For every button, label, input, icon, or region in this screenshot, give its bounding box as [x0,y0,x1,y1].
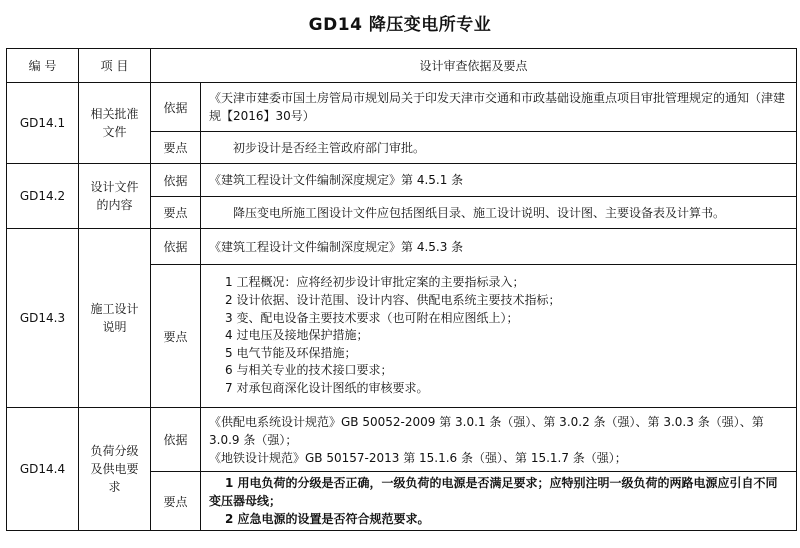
list-item: 2 设计依据、设计范围、设计内容、供配电系统主要技术指标； [225,293,561,308]
basis-label: 依据 [151,83,201,132]
points-text: 初步设计是否经主管政府部门审批。 [201,132,797,164]
points-label: 要点 [151,472,201,531]
list-item: 1 工程概况：应将经初步设计审批定案的主要指标录入； [225,275,525,290]
page-title: GD14 降压变电所专业 [308,15,492,35]
basis-text: 《天津市建委市国土房管局市规划局关于印发天津市交通和市政基础设施重点项目审批管理规定的通知（津建规【2016】30号） [201,83,797,132]
header-project: 项 目 [79,49,151,83]
points-list [201,265,797,408]
points-label: 要点 [151,265,201,408]
basis-line: 《地铁设计规范》GB 50157-2013 第 15.1.6 条（强）、第 15.1.7 条（强）； [209,450,627,465]
basis-text: 《建筑工程设计文件编制深度规定》第 4.5.3 条 [201,229,797,265]
row-code: GD14.3 [7,229,79,408]
row-code: GD14.4 [7,408,79,531]
row-code: GD14.2 [7,164,79,229]
basis-line: 《供配电系统设计规范》GB 50052-2009 第 3.0.1 条（强）、第 3.0.2 条（强）、第 3.0.3 条（强）、第 3.0.9 条（强）； [209,414,764,447]
points-text [201,472,797,531]
row-project: 设计文件的内容 [79,164,151,229]
header-content: 设计审查依据及要点 [151,49,797,83]
points-line: 2 应急电源的设置是否符合规范要求。 [225,512,430,526]
list-item: 3 变、配电设备主要技术要求（也可附在相应图纸上）； [225,310,519,325]
row-project: 施工设计说明 [79,229,151,408]
points-label: 要点 [151,197,201,229]
list-item: 6 与相关专业的技术接口要求； [225,363,393,378]
list-item: 4 过电压及接地保护措施； [225,328,369,343]
row-project: 相关批准文件 [79,83,151,164]
points-label: 要点 [151,132,201,164]
table-row [7,229,797,265]
row-code: GD14.1 [7,83,79,164]
basis-label: 依据 [151,408,201,472]
points-text: 降压变电所施工图设计文件应包括图纸目录、施工设计说明、设计图、主要设备表及计算书。 [201,197,797,229]
basis-text: 《建筑工程设计文件编制深度规定》第 4.5.1 条 [201,164,797,197]
review-table [6,48,797,531]
points-line: 1 用电负荷的分级是否正确，一级负荷的电源是否满足要求；应特别注明一级负荷的两路电源应引自不同变压器母线； [209,476,778,508]
table-row [7,83,797,132]
table-row [7,408,797,472]
row-project: 负荷分级及供电要求 [79,408,151,531]
table-row [7,164,797,197]
basis-label: 依据 [151,229,201,265]
basis-text [201,408,797,472]
list-item: 7 对承包商深化设计图纸的审核要求。 [225,380,429,395]
list-item: 5 电气节能及环保措施； [225,345,357,360]
basis-label: 依据 [151,164,201,197]
header-code: 编 号 [7,49,79,83]
table-header-row [7,49,797,83]
